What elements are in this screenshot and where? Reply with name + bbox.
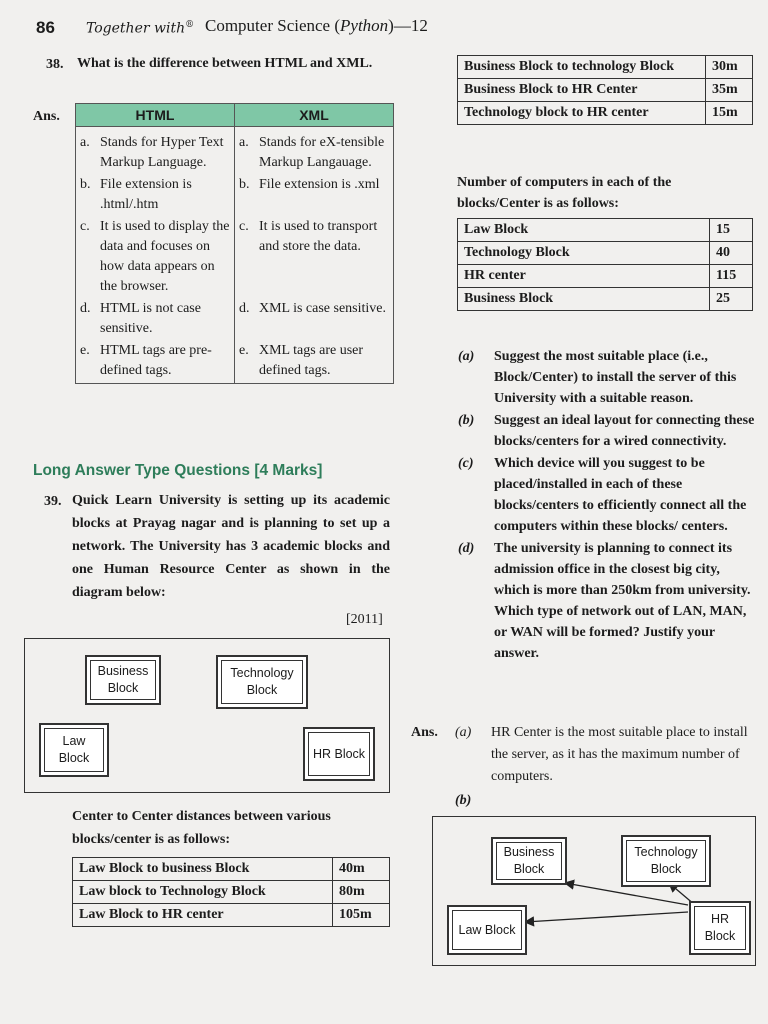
table-row: Law block to Technology Block 80m — [73, 881, 390, 904]
html-cell: HTML is not case sensitive. — [100, 301, 201, 336]
technology-block-box: Technology Block — [216, 655, 308, 709]
page-number: 86 — [36, 18, 55, 37]
xml-cell: It is used to transport and store the data. — [259, 219, 378, 254]
subquestions: (a) Suggest the most suitable place (i.e., Block/Center) to install the server of this University with a suitable reason. (b) Suggest an ideal layout for connecting these blocks/centers for a wired connectivity. (c) Which device will you suggest to be placed/installed in each of these blocks/centers to efficiently connect all the computers within these blocks/ centers. (d) The university is planning to connect its admission office in the closest big city, which is more than 250km from university. Which type of network out of LAN, MAN, or WAN will be formed? Justify your answer. — [458, 346, 756, 664]
html-xml-comparison-table — [75, 103, 394, 384]
html-cell: Stands for Hyper Text Markup Language. — [100, 135, 224, 170]
year-tag: [2011] — [346, 612, 383, 627]
computers-intro: Number of computers in each of the blocks/Center is as follows: — [457, 175, 672, 211]
table-row: b. File extension is .html/.htm b. File extension is .xml — [76, 175, 394, 217]
column-header-xml: XML — [235, 104, 394, 127]
question-38-number: 38. — [46, 57, 64, 72]
table-row: Law Block to HR center 105m — [73, 904, 390, 927]
hr-to-law-link — [525, 912, 688, 922]
table-row: Law Block 15 — [458, 219, 753, 242]
campus-diagram — [24, 638, 390, 793]
xml-cell: XML is case sensitive. — [259, 301, 387, 316]
table-row: Technology Block 40 — [458, 242, 753, 265]
html-cell: File extension is .html/.htm — [100, 177, 192, 212]
answer-b-label: (b) — [455, 793, 472, 808]
brand-logo: Together with® — [86, 20, 195, 37]
table-row: Law Block to business Block 40m — [73, 858, 390, 881]
hr-block-box: HR Block — [303, 727, 375, 781]
business-block-box: Business Block — [85, 655, 161, 705]
subquestion-a: Suggest the most suitable place (i.e., Block/Center) to install the server of this University with a suitable reason. — [494, 349, 737, 406]
answer-a-text: HR Center is the most suitable place to install the server, as it has the maximum number of computers. — [491, 725, 748, 784]
answer-39-label: Ans. — [411, 725, 438, 740]
xml-cell: Stands for eX-tensible Markup Langauage. — [259, 135, 385, 170]
column-header-html: HTML — [76, 104, 235, 127]
table-row: d. HTML is not case sensitive. d. XML is case sensitive. — [76, 299, 394, 341]
answer-39: Ans. (a) HR Center is the most suitable place to install the server, as it has the maximum number of computers. — [411, 722, 757, 788]
section-title: Long Answer Type Questions [4 Marks] — [33, 462, 323, 479]
xml-cell: File extension is .xml — [259, 177, 380, 192]
network-layout-diagram — [432, 816, 756, 966]
layout-business-block: Business Block — [491, 837, 567, 885]
distances-table-left — [72, 857, 390, 927]
table-row: HR center 115 — [458, 265, 753, 288]
layout-hr-block: HR Block — [689, 901, 751, 955]
question-39-number: 39. — [44, 494, 62, 509]
law-block-box: Law Block — [39, 723, 109, 777]
question-39-text: Quick Learn University is setting up its academic blocks at Prayag nagar and is planning to set up a network. The University has 3 academic blocks and one Human Resource Center as shown in the diagram below: — [72, 493, 390, 600]
html-cell: HTML tags are pre-defined tags. — [100, 343, 212, 378]
table-row: Business Block to technology Block 30m — [458, 56, 753, 79]
html-cell: It is used to display the data and focuses on how data appears on the browser. — [100, 219, 230, 294]
layout-law-block: Law Block — [447, 905, 527, 955]
layout-technology-block: Technology Block — [621, 835, 711, 887]
answer-38-label: Ans. — [33, 109, 60, 124]
question-38-text: What is the difference between HTML and XML. — [77, 56, 373, 71]
computers-table — [457, 218, 753, 311]
table-row: e. HTML tags are pre-defined tags. e. XML tags are user defined tags. — [76, 341, 394, 384]
table-row: c. It is used to display the data and focuses on how data appears on the browser. c. It is used to transport and store the data. — [76, 217, 394, 299]
book-title: Computer Science (Python)—12 — [205, 16, 428, 35]
table-row: Technology block to HR center 15m — [458, 102, 753, 125]
subquestion-b: Suggest an ideal layout for connecting these blocks/centers for a wired connectivity. — [494, 413, 755, 449]
table-row: a. Stands for Hyper Text Markup Language. a. Stands for eX-tensible Markup Langauage. — [76, 127, 394, 176]
subquestion-c: Which device will you suggest to be placed/installed in each of these blocks/centers to efficiently connect all the computers within these blocks/ centers. — [494, 456, 747, 534]
distances-intro: Center to Center distances between various blocks/center is as follows: — [72, 809, 331, 847]
subquestion-d: The university is planning to connect its admission office in the closest big city, which is more than 250km from university. Which type of network out of LAN, MAN, or WAN will be formed? Justify your answer. — [494, 541, 751, 661]
xml-cell: XML tags are user defined tags. — [259, 343, 364, 378]
distances-table-right — [457, 55, 753, 125]
table-row: Business Block to HR Center 35m — [458, 79, 753, 102]
table-row: Business Block 25 — [458, 288, 753, 311]
